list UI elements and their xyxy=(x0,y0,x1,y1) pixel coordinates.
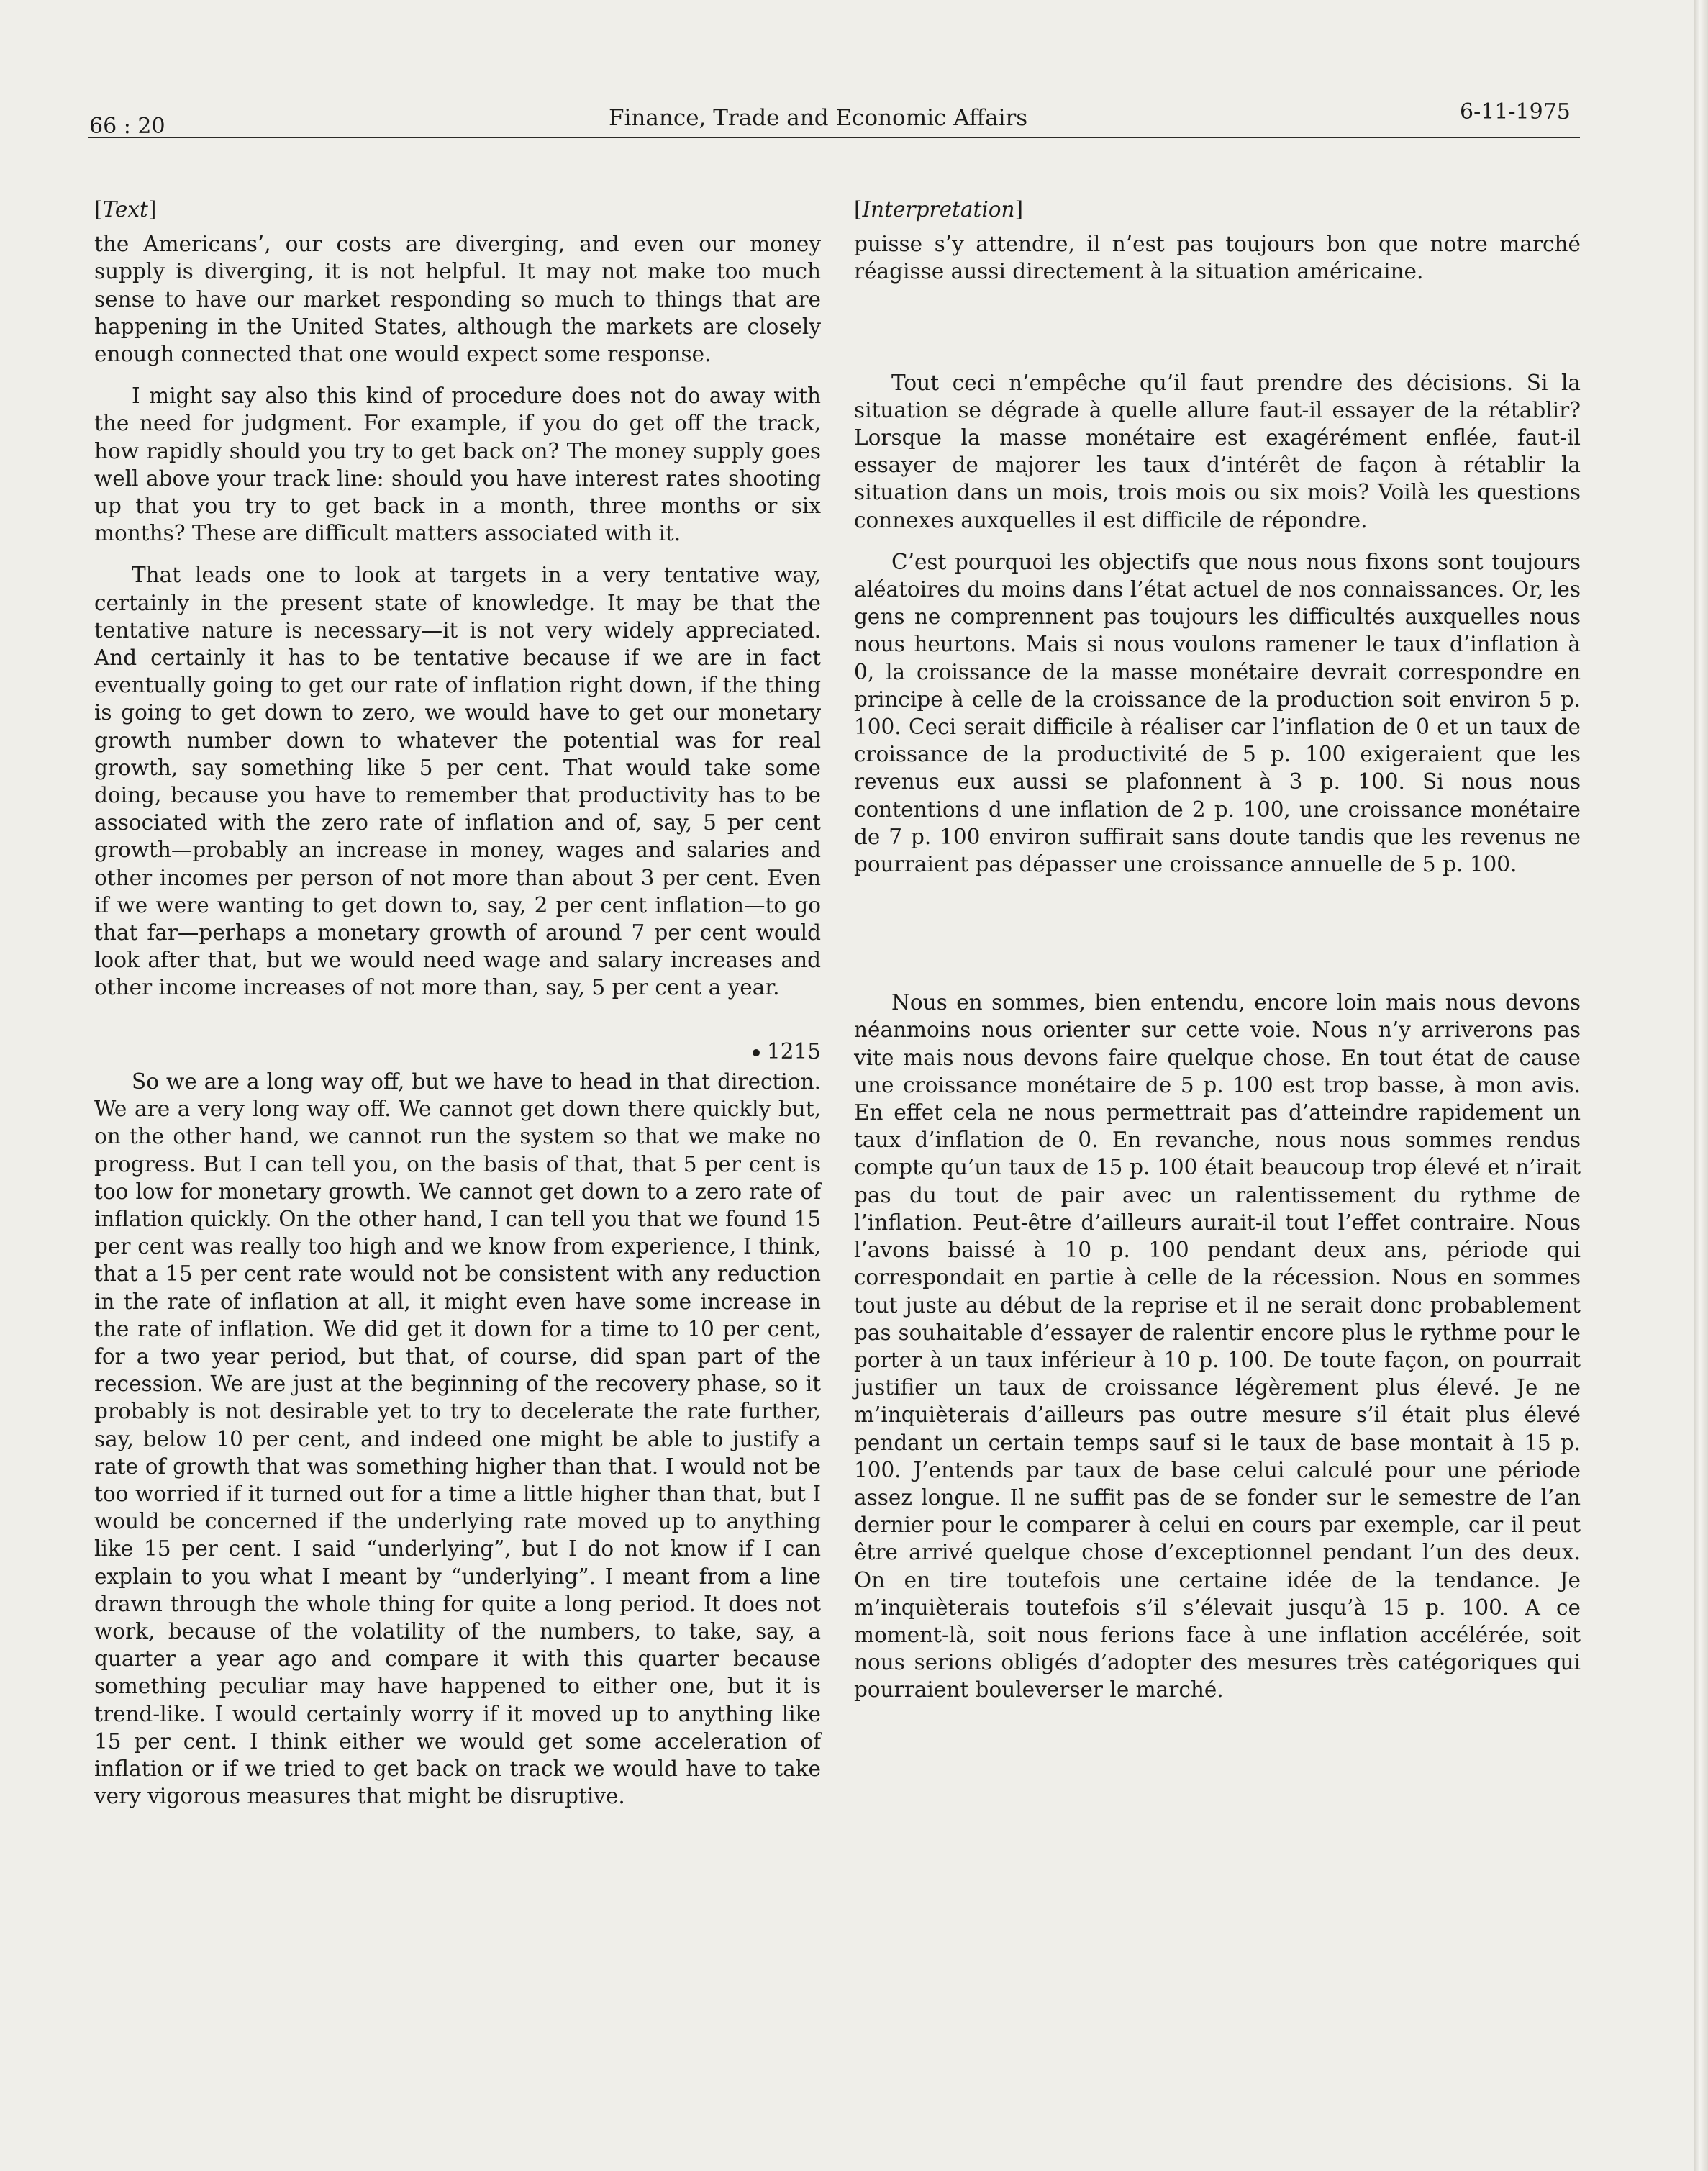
page-date: 6-11-1975 xyxy=(1460,99,1571,124)
page-edge xyxy=(1694,0,1708,2171)
page-number: 66 : 20 xyxy=(89,114,165,139)
bullet-icon xyxy=(753,1049,760,1056)
paragraph: That leads one to look at targets in a very tentative way, certainly in the present state of knowledge. It may be that the tentative nature is necessary—it is not very widely appreciated. And certainly it has to be tentative because if we are in fact eventually going to get our rate of inflation right down, if the thing is going to get down to zero, we would have to get our monetary growth number down to whatever the potential was for real growth, say something like 5 per cent. That would take some doing, because you have to remember that productivity has to be associated with the zero rate of inflation and of, say, 5 per cent growth—probably an increase in money, wages and salaries and other incomes per person of not more than about 3 per cent. Even if we were wanting to get down to, say, 2 per cent inflation—to go that far—perhaps a monetary growth of around 7 per cent would look after that, but we would need wage and salary increases and other income increases of not more than, say, 5 per cent a year. xyxy=(94,563,821,1000)
paragraph: So we are a long way off, but we have to head in that direction. We are a very long way off. We cannot get down there quickly but, on the other hand, we cannot run the system so that we make no progress. But I can tell you, on the basis of that, that 5 per cent is too low for monetary growth. We cannot get down to a zero rate of inflation quickly. On the other hand, I can tell you that we found 15 per cent was really too high and we know from experience, I think, that a 15 per cent rate would not be consistent with any reduction in the rate of inflation at all, it might even have some increase in the rate of inflation. We did get it down for a time to 10 per cent, for a two year period, but that, of course, did span part of the recession. We are just at the beginning of the recovery phase, so it probably is not desirable yet to try to decelerate the rate further, say, below 10 per cent, and indeed one might be able to justify a rate of growth that was something higher than that. I would not be too worried if it turned out for a time a little higher than that, but I would be concerned if the underlying rate moved up to anything like 15 per cent. I said “underlying”, but I do not know if I can explain to you what I meant by “underlying”. I meant from a line drawn through the whole thing for quite a long period. It does not work, because of the volatility of the numbers, to take, say, a quarter a year ago and compare it with this quarter because something peculiar may have happened to either one, but it is trend-like. I would certainly worry if it moved up to anything like 15 per cent. I think either we would get some acceleration of inflation or if we tried to get back on track we would have to take very vigorous measures that might be disruptive. xyxy=(94,1069,821,1809)
column-label-interpretation: [Interpretation] xyxy=(854,197,1024,222)
time-marker: 1215 xyxy=(94,1038,821,1065)
page-title: Finance, Trade and Economic Affairs xyxy=(609,105,1028,131)
header-rule xyxy=(88,137,1580,138)
column-label-text: [Text] xyxy=(94,197,157,222)
spacer xyxy=(854,892,1581,989)
paragraph: Tout ceci n’empêche qu’il faut prendre des décisions. Si la situation se dégrade à quelle allure faut-il essayer de la rétablir? Lorsque la masse monétaire est exagérément enflée, faut-il essayer de majorer les taux d’intérêt de façon à rétablir la situation dans un mois, trois mois ou six mois? Voilà les questions connexes auxquelles il est difficile de répondre. xyxy=(854,370,1581,532)
paragraph: C’est pourquoi les objectifs que nous nous fixons sont toujours aléatoires du moins dans l’état actuel de nos connaissances. Or, les gens ne comprennent pas toujours les difficultés auxquelles nous nous heurtons. Mais si nous voulons ramener le taux d’inflation à 0, la croissance de la masse monétaire devrait correspondre en principe à celle de la croissance de la production soit environ 5 p. 100. Ceci serait difficile à réaliser car l’inflation de 0 et un taux de croissance de la productivité de 5 p. 100 exigeraient que les revenus eux aussi se plafonnent à 3 p. 100. Si nous nous contentions d une inflation de 2 p. 100, une croissance monétaire de 7 p. 100 environ suffirait sans doute tandis que les revenus ne pourraient pas dépasser une croissance annuelle de 5 p. 100. xyxy=(854,549,1581,877)
left-column xyxy=(94,196,821,1824)
spacer xyxy=(854,300,1581,369)
paragraph: Nous en sommes, bien entendu, encore loin mais nous devons néanmoins nous orienter sur cette voie. Nous n’y arriverons pas vite mais nous devons faire quelque chose. En tout état de cause une croissance monétaire de 5 p. 100 est trop basse, à mon avis. En effet cela ne nous permettrait pas d’atteindre rapidement un taux d’inflation de 0. En revanche, nous nous sommes rendus compte qu’un taux de 15 p. 100 était beaucoup trop élevé et n’irait pas du tout de pair avec un ralentissement du rythme de l’inflation. Peut-être d’ailleurs aurait-il tout l’effet contraire. Nous l’avons baissé à 10 p. 100 pendant deux ans, période qui correspondait en partie à celle de la récession. Nous en sommes tout juste au début de la reprise et il ne serait donc probablement pas souhaitable d’essayer de ralentir encore plus le rythme pour le porter à un taux inférieur à 10 p. 100. De toute façon, on pourrait justifier un taux de croissance légèrement plus élevé. Je ne m’inquièterais d’ailleurs pas outre mesure s’il était plus élevé pendant un certain temps sauf si le taux de base montait à 15 p. 100. J’entends par taux de base celui calculé pour une période assez longue. Il ne suffit pas de se fonder sur le semestre de l’an dernier pour le comparer à celui en cours par exemple, car il peut être arrivé quelque chose d’exceptionnel pendant l’un des deux. On en tire toutefois une certaine idée de la tendance. Je m’inquièterais toutefois s’il s’élevait jusqu’à 15 p. 100. A ce moment-là, soit nous ferions face à une inflation accélérée, soit nous serions obligés d’adopter des mesures très catégoriques qui pourraient bouleverser le marché. xyxy=(854,990,1581,1703)
paragraph: I might say also this kind of procedure does not do away with the need for judgment. For example, if you do get off the track, how rapidly should you try to get back on? The money supply goes well above your track line: should you have interest rates shooting up that you try to get back in a month, three months or six months? These are difficult matters associated with it. xyxy=(94,384,821,546)
paragraph: puisse s’y attendre, il n’est pas toujours bon que notre marché réagisse aussi directement à la situation américaine. xyxy=(854,232,1581,284)
paragraph: the Americans’, our costs are diverging, and even our money supply is diverging, it is not helpful. It may not make too much sense to have our market responding so much to things that are happening in the United States, although the markets are closely enough connected that one would expect some response. xyxy=(94,232,821,367)
page-header xyxy=(0,0,1694,144)
right-column xyxy=(854,196,1581,1718)
